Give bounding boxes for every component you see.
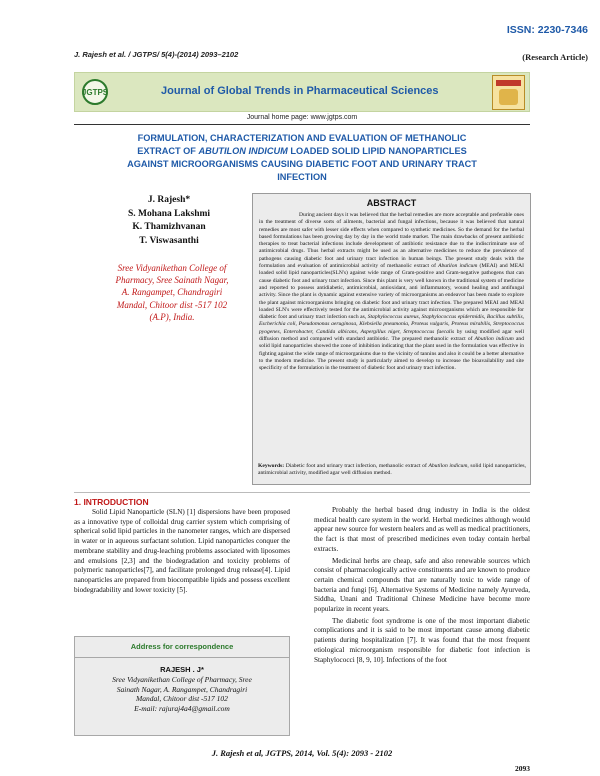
left-column	[74, 508, 290, 597]
abstract-part-c: by using modified agar well diffusion method and compared with standard antibiotic. The prepared methanolic extract of	[259, 328, 525, 343]
issn-label: ISSN: 2230-7346	[506, 24, 588, 36]
correspondence-heading: Address for correspondence	[130, 642, 234, 651]
paper-title	[74, 132, 530, 184]
intro-paragraph: Solid Lipid Nanoparticle (SLN) [1] dispersions have been proposed as a innovative type of colloidal drug carrier system which comprising of spherical solid lipid particles in the nanometer ranges, which are dispersed in water or in aqueous surfactant solution. Lipid nanoparticles conquer the membrane stability and drug-leaching problems associated with liposomes and emulsions [2,3] and the biodegradation and toxicity problems of polymeric nanoparticles[7], and facilitate prolonged drug release[4]. Lipid nanoparticles are prepared from biocompatible lipids and possess excellent biodegradability and lower toxicity [5].	[74, 508, 290, 594]
abstract-text	[259, 212, 524, 373]
correspondence-box	[74, 636, 290, 736]
affiliation-line: A. Rangampet, Chandragiri	[121, 287, 223, 298]
abstract-species: Abutilon indicum	[438, 263, 478, 270]
abstract-organisms: Staphylococcus aureus, Staphylococcus epidermidis, Bacillus subtilis, Escherichia coli, Pseudomonas aeruginosa, Klebsiella pneumonia, Proteus vulgaris, Proteus mirabilis, Streptococcus pyogenes, Enterobacter, Candida albicans, Aspergillus niger, Streptococcus faecalis	[259, 314, 524, 335]
abstract-part-d: and solid lipid nanoparticles showed the zone of inhibition indicating that the plant used in the formulation was effective in fighting against the wide range of microorganisms due to the vicinity of tannins and also it could be a better alternative to the modern medicine. The present study is particularly aimed to develop to increase the bioavailability and site specificity of the formulation in the treatment of diabetic foot and urinary tract infection.	[259, 336, 524, 372]
title-line-2-post: LOADED SOLID LIPID NANOPARTICLES	[287, 146, 467, 156]
author-name: J. Rajesh*	[147, 195, 191, 205]
journal-homepage[interactable]: Journal home page: www.jgtps.com	[246, 114, 358, 121]
cover-band	[496, 80, 521, 86]
author-name: K. Thamizhvanan	[132, 222, 206, 232]
affiliation-line: (A.P), India.	[149, 311, 195, 322]
correspondence-address	[75, 674, 289, 713]
journal-banner	[74, 72, 530, 112]
header-rule	[74, 124, 530, 125]
abstract-part-b: (MEAI) and MEAI loaded solid lipid nanoparticles(SLN's) against wide range of Gram-positive and Gram-negative pathogens that can cause diabetic foot and urinary tract infection. Since this plant is very well known in the traditional system of medicine and reported to possess antidiabetic, antimicrobial, antioxidant, anti inflammatory, wound healing and antifungal activity. Since the plant is dynamic against extensive variety of microorganisms an endeavor has been made to explore the plant against microorganisms bringing on diabetic foot and urinary tract infection. The prepared MEAI and MEAI loaded SLN's were effectively tested for the antimicrobial activity against microorganisms which are responsible for diabetic foot and urinary tract infection such as,	[259, 263, 524, 321]
keywords	[258, 463, 526, 478]
title-line-3: AGAINST MICROORGANISMS CAUSING DIABETIC FOOT AND URINARY TRACT	[127, 159, 477, 169]
right-column	[314, 506, 530, 667]
affiliation-line: Pharmacy, Sree Sainath Nagar,	[115, 275, 229, 286]
abstract-species: Abutilon indicum	[474, 336, 514, 343]
address-line: Sainath Nagar, A. Rangampet, Chandragiri	[116, 684, 248, 694]
intro-paragraph: The diabetic foot syndrome is one of the most important diabetic complications and it is said to be most important cause among diabetic patients during hospitalization [7]. It was found that the most frequent etiological microorganism responsible for diabetic foot infection is Staphylococci [8, 9, 10]. Infections of the foot	[314, 616, 530, 664]
affiliation-line: Mandal, Chitoor dist -517 102	[116, 299, 228, 310]
article-type-label: (Research Article)	[522, 52, 588, 62]
intro-paragraph: Probably the herbal based drug industry in India is the oldest medical health care system in the world. Herbal medicines although would appear new source for western healers and as well as medical practitioners, the fact is that most of prescribed medicines even today contain herbal extracts.	[314, 506, 530, 553]
abstract-heading: ABSTRACT	[366, 198, 417, 208]
title-line-2	[74, 145, 530, 158]
title-line-2-pre: EXTRACT OF	[137, 146, 199, 156]
author-name: T. Viswasanthi	[139, 235, 199, 246]
author-list	[74, 194, 264, 248]
running-citation: J. Rajesh et al. / JGTPS/ 5(4)-(2014) 2093–2102	[74, 50, 239, 59]
journal-name: Journal of Global Trends in Pharmaceutical Sciences	[161, 85, 439, 97]
footer-citation: J. Rajesh et al, JGTPS, 2014, Vol. 5(4): 2093 - 2102	[211, 748, 393, 758]
address-line: Mandal, Chitoor dist -517 102	[136, 694, 228, 704]
affiliation-line: Sree Vidyanikethan College of	[117, 263, 227, 273]
keywords-post: , solid lipid nanoparticles, antimicrobial activity, modified agar well diffusion method.	[258, 463, 527, 477]
correspondence-name: RAJESH . J*	[160, 665, 204, 674]
title-species: ABUTILON INDICUM	[198, 146, 288, 156]
intro-paragraph: Medicinal herbs are cheap, safe and also renewable sources which consist of pharmacologically active constituents and are known to produce certain chemical compounds that are naturally toxic to wide range of bacteria and fungi [6]. Alternative Systems of Medicine namely Ayurveda, Siddha, Unani and Traditional Chinese Medicine have become more popularize in recent years.	[314, 556, 530, 614]
journal-cover-icon	[492, 75, 525, 110]
section-divider	[74, 492, 530, 493]
correspondence-email[interactable]: E-mail: rajuraj4a4@gmail.com	[134, 703, 230, 713]
page-number: 2093	[515, 764, 530, 773]
keywords-species: Abutilon indicum	[428, 463, 468, 469]
title-line-1: FORMULATION, CHARACTERIZATION AND EVALUATION OF METHANOLIC	[137, 133, 467, 143]
introduction-heading: 1. INTRODUCTION	[74, 497, 149, 507]
keywords-label: Keywords:	[258, 463, 285, 469]
journal-logo: JGTPS	[82, 79, 108, 105]
title-line-4: INFECTION	[277, 172, 327, 182]
address-line: Sree Vidyanikethan College of Pharmacy, Sree	[112, 675, 252, 684]
abstract-box	[252, 193, 531, 485]
keywords-pre: Diabetic foot and urinary tract infection, methanolic extract of	[284, 463, 429, 469]
abstract-part-a: During ancient days it was believed that the herbal remedies are more acceptable and preferable ones in the treatment of diverse sorts of ailments, bacterial and fungal infections, because it was believed that natural remedies are most safer with lesser side effects when compared to synthetic medicines. So the demand for the herbal based formulations has been growing day by day in the world trade market. The main drawbacks of present antibiotic therapies to treat bacterial infections include development of antibiotic resistance due to the indiscriminate use of antimicrobial drugs. Thus herbal extracts might be used as an alternative medicines to reduce the prevalence of pathogens causing diabetic foot and urinary tract infection in human beings. The present study deals with the formulation and evaluation of antimicrobial activity of methanolic extract of	[259, 212, 524, 270]
cover-art	[499, 89, 518, 105]
author-name: S. Mohana Lakshmi	[127, 208, 211, 219]
author-affiliation	[82, 262, 262, 323]
